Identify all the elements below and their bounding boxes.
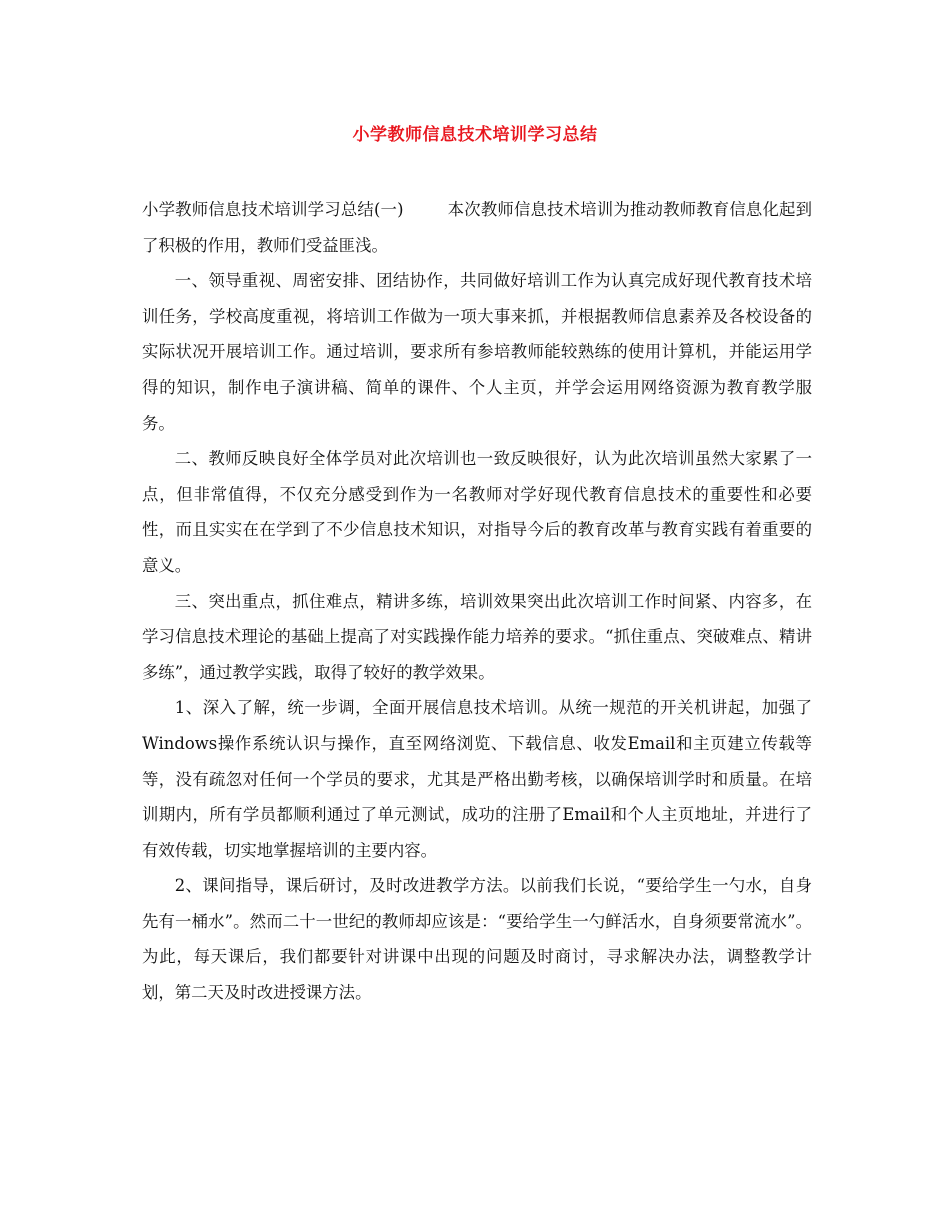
paragraph-feedback: 二、教师反映良好全体学员对此次培训也一致反映很好，认为此次培训虽然大家累了一点，但非常值得，不仅充分感受到作为一名教师对学好现代教育信息技术的重要性和必要性，而且实实在在学到了不少信息技术知识，对指导今后的教育改革与教育实践有着重要的意义。 <box>142 449 812 575</box>
document-body <box>142 192 812 1011</box>
paragraph-leadership: 一、领导重视、周密安排、团结协作，共同做好培训工作为认真完成好现代教育技术培训任务，学校高度重视，将培训工作做为一项大事来抓，并根据教师信息素养及各校设备的实际状况开展培训工作。通过培训，要求所有参培教师能较熟练的使用计算机，并能运用学得的知识，制作电子演讲稿、简单的课件、个人主页，并学会运用网络资源为教育教学服务。 <box>142 271 812 433</box>
paragraph-point-1: 1、深入了解，统一步调，全面开展信息技术培训。从统一规范的开关机讲起，加强了Windows操作系统认识与操作，直至网络浏览、下载信息、收发Email和主页建立传载等等，没有疏忽对任何一个学员的要求，尤其是严格出勤考核，以确保培训学时和质量。在培训期内，所有学员都顺利通过了单元测试，成功的注册了Email和个人主页地址，并进行了有效传载，切实地掌握培训的主要内容。 <box>142 698 812 860</box>
paragraph-focus: 三、突出重点，抓住难点，精讲多练，培训效果突出此次培训工作时间紧、内容多，在学习信息技术理论的基础上提高了对实践操作能力培养的要求。“抓住重点、突破难点、精讲多练”，通过教学实践，取得了较好的教学效果。 <box>142 591 812 682</box>
paragraph-point-2: 2、课间指导，课后研讨，及时改进教学方法。以前我们长说，“要给学生一勺水，自身先有一桶水”。然而二十一世纪的教师却应该是：“要给学生一勺鲜活水，自身须要常流水”。为此，每天课后，我们都要针对讲课中出现的问题及时商讨，寻求解决办法，调整教学计划，第二天及时改进授课方法。 <box>142 876 812 1003</box>
intro-text: 本次教师信息技术培训为推动教师教育信息化起到了积极的作用，教师们受益匪浅。 <box>142 200 813 255</box>
intro-paragraph <box>142 192 812 263</box>
document-title: 小学教师信息技术培训学习总结 <box>352 125 598 145</box>
intro-heading: 小学教师信息技术培训学习总结(一) <box>142 200 404 219</box>
